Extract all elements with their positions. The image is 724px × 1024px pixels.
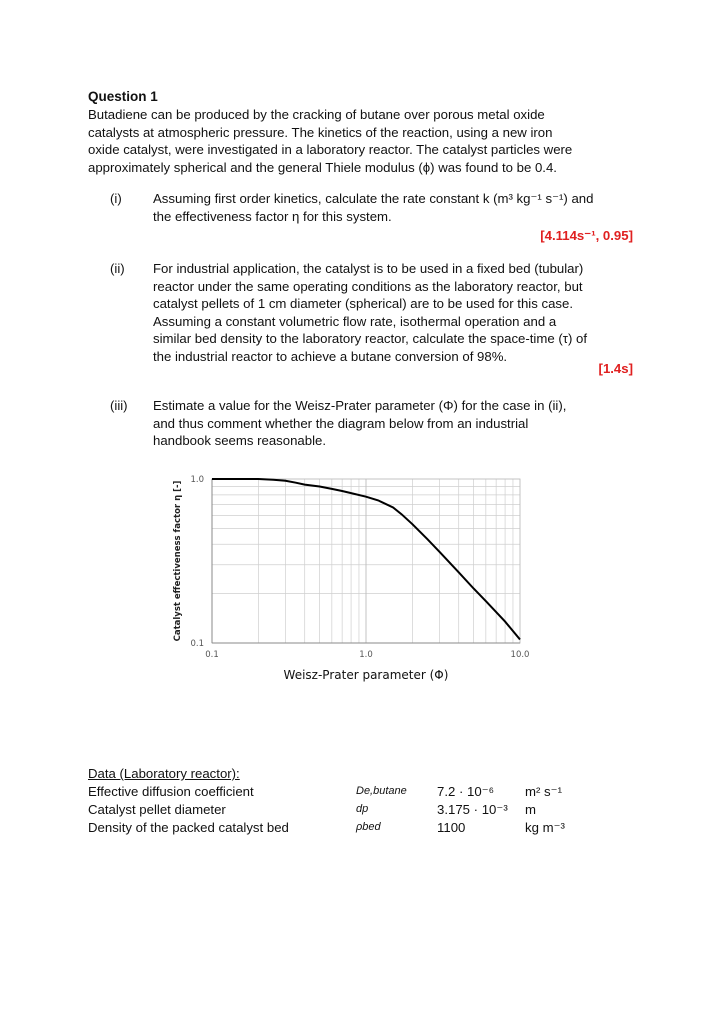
data-value: 7.2 · 10⁻⁶	[437, 784, 495, 799]
intro-line: Butadiene can be produced by the cracking of butane over porous metal oxide	[88, 107, 545, 122]
data-symbol: ρbed	[356, 821, 381, 833]
x-tick-label: 10.0	[510, 650, 530, 660]
chart-grid	[212, 479, 520, 643]
data-label: Effective diffusion coefficient	[88, 784, 254, 799]
part-number: (i)	[110, 191, 122, 206]
data-unit: m	[525, 802, 536, 817]
part-line: For industrial application, the catalyst is to be used in a fixed bed (tubular)	[153, 261, 584, 276]
x-tick-label: 0.1	[205, 650, 219, 660]
part-line: similar bed density to the laboratory reactor, calculate the space-time (τ) of	[153, 331, 588, 346]
intro-line: catalysts at atmospheric pressure. The kinetics of the reaction, using a new iron	[88, 124, 553, 140]
data-value: 3.175 · 10⁻³	[437, 802, 508, 817]
data-unit: m² s⁻¹	[525, 784, 562, 799]
data-symbol: dp	[356, 803, 369, 815]
y-tick-label: 0.1	[190, 639, 204, 649]
part-number: (iii)	[110, 398, 128, 413]
part-line: catalyst pellets of 1 cm diameter (spherical) are to be used for this case.	[153, 296, 573, 311]
data-row	[88, 801, 648, 819]
data-label: Catalyst pellet diameter	[88, 802, 226, 817]
part-line: and thus comment whether the diagram below from an industrial	[153, 415, 529, 431]
part-line: the industrial reactor to achieve a butane conversion of 98%.	[153, 348, 508, 364]
data-row	[88, 783, 648, 801]
data-row	[88, 819, 648, 837]
part-line: the effectiveness factor η for this system.	[153, 208, 392, 224]
question-title: Question 1	[88, 89, 158, 104]
x-axis-label: Weisz-Prater parameter (Φ)	[283, 668, 449, 682]
part-line: handbook seems reasonable.	[153, 433, 327, 448]
part-ii-text	[153, 260, 653, 365]
part-line: reactor under the same operating conditions as the laboratory reactor, but	[153, 278, 583, 294]
part-line: Assuming first order kinetics, calculate the rate constant k (m³ kg⁻¹ s⁻¹) and	[153, 191, 594, 206]
part-line: Estimate a value for the Weisz-Prater parameter (Φ) for the case in (ii),	[153, 398, 567, 413]
part-iii-text	[153, 397, 653, 450]
question-intro	[88, 106, 648, 176]
part-i-text	[153, 190, 653, 225]
effectiveness-chart	[160, 465, 560, 695]
data-unit: kg m⁻³	[525, 820, 565, 835]
data-symbol: De,butane	[356, 785, 407, 797]
intro-line: approximately spherical and the general Thiele modulus (ϕ) was found to be 0.4.	[88, 159, 557, 175]
y-tick-label: 1.0	[190, 475, 204, 485]
data-value: 1100	[437, 820, 466, 835]
x-tick-label: 1.0	[359, 650, 373, 660]
part-line: Assuming a constant volumetric flow rate, isothermal operation and a	[153, 313, 557, 329]
part-number: (ii)	[110, 261, 125, 276]
data-label: Density of the packed catalyst bed	[88, 820, 289, 835]
part-ii-answer: [1.4s]	[598, 361, 633, 376]
intro-line: oxide catalyst, were investigated in a laboratory reactor. The catalyst particles were	[88, 142, 573, 157]
y-axis-label: Catalyst effectiveness factor η [-]	[173, 480, 183, 642]
data-heading: Data (Laboratory reactor):	[88, 766, 240, 781]
part-i-answer: [4.114s⁻¹, 0.95]	[540, 228, 633, 243]
